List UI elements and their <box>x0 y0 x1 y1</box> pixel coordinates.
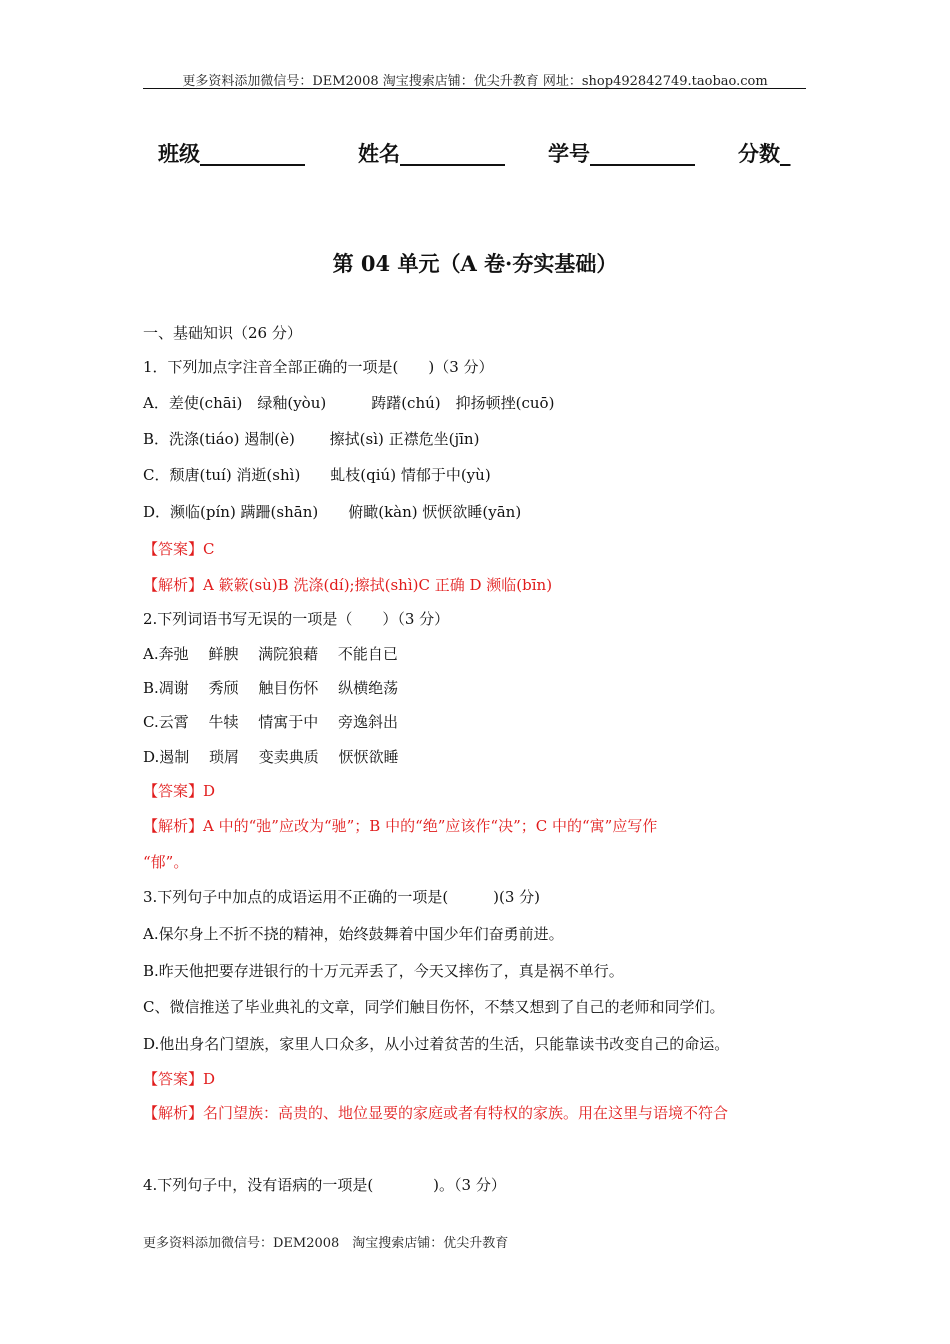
q2-option-d: D.遏制 琐屑 变卖典质 恹恹欲睡 <box>143 748 399 766</box>
q2-stem: 2.下列词语书写无误的一项是（ ）（3 分） <box>143 610 450 628</box>
header-divider <box>143 88 806 89</box>
q3-answer: 【答案】D <box>143 1070 216 1088</box>
q1-option-a: A．差使(chāi) 绿釉(yòu) 踌躇(chú) 抑扬顿挫(cuō) <box>143 394 555 412</box>
q2-answer: 【答案】D <box>143 782 216 800</box>
q2-option-c: C.云霄 牛犊 情寓于中 旁逸斜出 <box>143 713 399 731</box>
q3-option-b: B.昨天他把要存进银行的十万元弄丢了，今天又摔伤了，真是祸不单行。 <box>143 962 624 980</box>
field-class: 班级__________ <box>158 141 305 166</box>
q2-option-b: B.凋谢 秀颀 触目伤怀 纵横绝荡 <box>143 679 399 697</box>
q2-option-a: A.奔弛 鲜腴 满院狼藉 不能自已 <box>143 645 398 663</box>
page-header: 更多资料添加微信号：DEM2008 淘宝搜索店铺：优尖升教育 网址：shop492842749.taobao.com <box>182 74 768 89</box>
q2-analysis-line2: “郁”。 <box>143 853 189 871</box>
page-title: 第 04 单元（A 卷·夯实基础） <box>332 251 618 276</box>
section-heading: 一、基础知识（26 分） <box>143 324 302 342</box>
q4-stem: 4.下列句子中，没有语病的一项是( )。（3 分） <box>143 1176 506 1194</box>
q1-option-b: B．洗涤(tiáo) 遏制(è) 擦拭(sì) 正襟危坐(jīn) <box>143 430 480 448</box>
q1-answer: 【答案】C <box>143 540 215 558</box>
q1-option-c: C．颓唐(tuí) 消逝(shì) 虬枝(qiú) 情郁于中(yù) <box>143 466 491 484</box>
field-name: 姓名__________ <box>358 141 505 166</box>
q2-analysis-line1: 【解析】A 中的“弛”应改为“驰”；B 中的“绝”应该作“决”；C 中的“寓”应写作 <box>143 817 658 835</box>
field-id: 学号__________ <box>548 141 695 166</box>
field-score: 分数_ <box>738 141 791 166</box>
q3-analysis: 【解析】名门望族：高贵的、地位显要的家庭或者有特权的家族。用在这里与语境不符合 <box>143 1104 729 1122</box>
page-footer: 更多资料添加微信号：DEM2008 淘宝搜索店铺：优尖升教育 <box>143 1236 509 1251</box>
q3-option-a: A.保尔身上不折不挠的精神，始终鼓舞着中国少年们奋勇前进。 <box>143 925 564 943</box>
q1-stem: 1．下列加点字注音全部正确的一项是( )（3 分） <box>143 358 494 376</box>
q3-stem: 3.下列句子中加点的成语运用不正确的一项是( )(3 分) <box>143 888 541 906</box>
q3-option-d: D.他出身名门望族，家里人口众多，从小过着贫苦的生活，只能靠读书改变自己的命运。 <box>143 1035 730 1053</box>
q1-option-d: D．濒临(pín) 蹒跚(shān) 俯瞰(kàn) 恹恹欲睡(yān) <box>143 503 522 521</box>
q3-option-c: C、微信推送了毕业典礼的文章，同学们触目伤怀，不禁又想到了自己的老师和同学们。 <box>143 998 725 1016</box>
q1-analysis: 【解析】A 簌簌(sù)B 洗涤(dí);擦拭(shì)C 正确 D 濒临(bīn) <box>143 576 553 594</box>
